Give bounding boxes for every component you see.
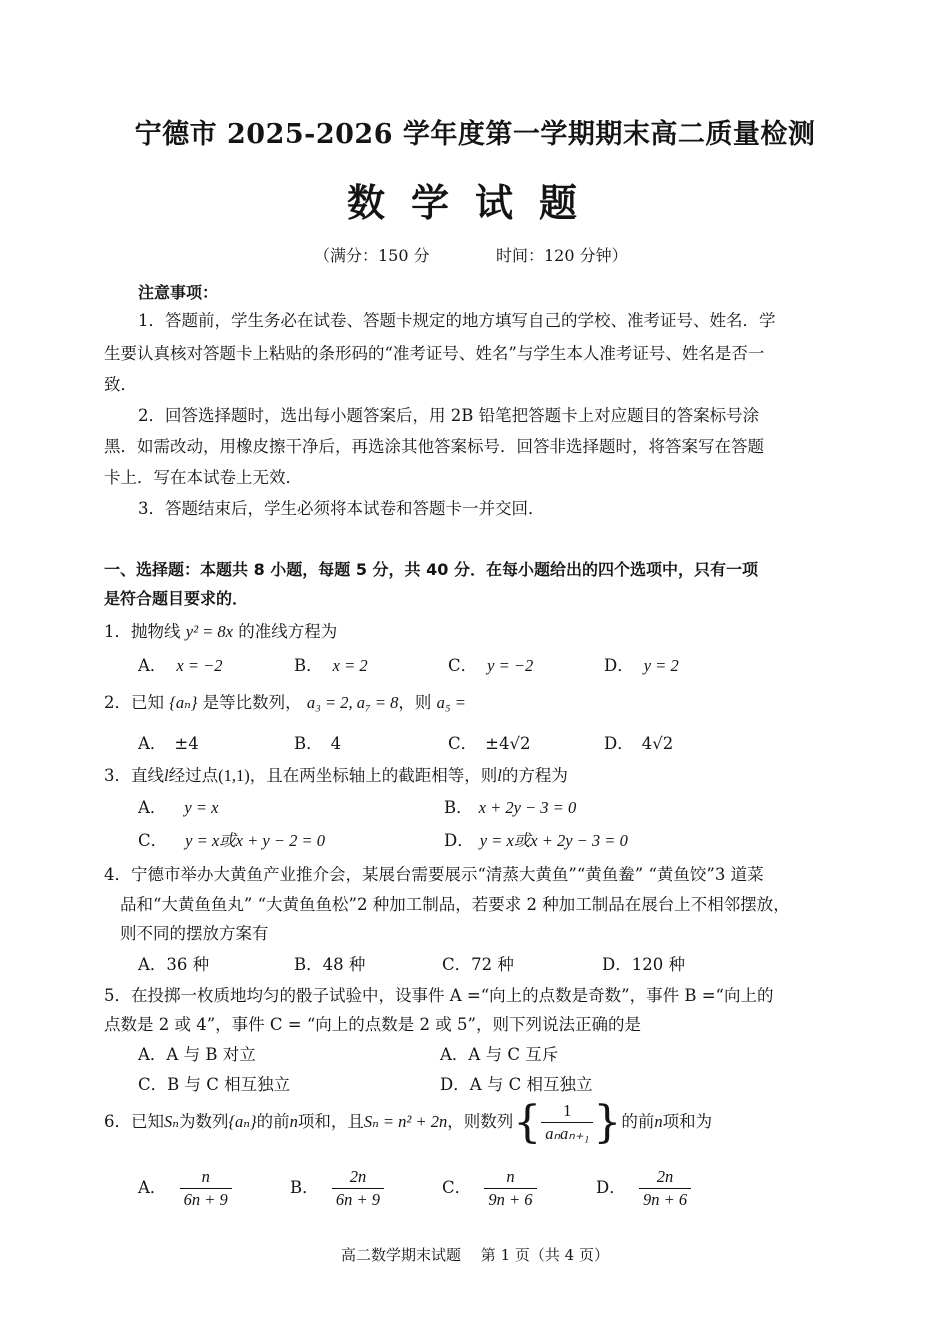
- q2-sequence: {aₙ}: [169, 693, 198, 712]
- q4-option-c: C．72 种: [442, 955, 514, 974]
- exam-time: 时间：120 分钟）: [496, 246, 628, 265]
- question-4-line-2: 品和“大黄鱼鱼丸” “大黄鱼鱼松”2 种加工制品，若要求 2 种加工制品在展台上不相邻摆放，: [120, 895, 790, 914]
- question-6: 6．已知Sₙ为数列{aₙ}的前n项和，且Sₙ = n² + 2n，则数列{ $\frac{1}{\text{aₙaₙ₊₁}}$ }的前n项和为: [104, 1096, 713, 1148]
- note-3-line-1: 3．答题结束后，学生必须将本试卷和答题卡一并交回．: [138, 499, 545, 518]
- q6-option-a: A． $\frac{n}{6n + 9}$: [138, 1166, 232, 1211]
- q4-option-d: D．120 种: [602, 955, 685, 974]
- q1-option-a: A． x = −2: [138, 656, 223, 675]
- q5-option-d: D．A 与 C 相互独立: [440, 1075, 593, 1094]
- note-2-line-3: 卡上．写在本试卷上无效．: [104, 468, 302, 487]
- left-brace: {: [513, 1096, 542, 1148]
- q1-option-b: B． x = 2: [294, 656, 368, 675]
- note-1-line-2: 生要认真核对答题卡上粘贴的条形码的“准考证号、姓名”与学生本人准考证号、姓名是否一: [104, 344, 765, 363]
- question-5-line-2: 点数是 2 或 4”，事件 C = “向上的点数是 2 或 5”，则下列说法正确的是: [104, 1015, 641, 1034]
- note-2-line-2: 黑．如需改动，用橡皮擦干净后，再选涂其他答案标号．回答非选择题时，将答案写在答题: [104, 437, 764, 456]
- q2-option-a: A． ±4: [138, 734, 199, 753]
- full-score: （满分：150 分: [314, 246, 430, 265]
- right-brace: }: [593, 1096, 622, 1148]
- q6-fraction: $\frac{1}{\text{aₙaₙ₊₁}}$: [541, 1100, 593, 1145]
- question-4-line-1: 4．宁德市举办大黄鱼产业推介会，某展台需要展示“清蒸大黄鱼”“黄鱼鲞” “黄鱼饺”3 道菜: [104, 865, 764, 884]
- question-1: [104, 618, 337, 642]
- page-footer: 高二数学期末试题 第 1 页（共 4 页）: [341, 1246, 609, 1264]
- q5-option-c: C．B 与 C 相互独立: [138, 1075, 291, 1094]
- q3-option-d: D． y = x或x + 2y − 3 = 0: [444, 831, 628, 850]
- q4-option-a: A．36 种: [138, 955, 210, 974]
- question-5-line-1: 5．在投掷一枚质地均匀的骰子试验中，设事件 A =“向上的点数是奇数”，事件 B =“向上的: [104, 986, 774, 1005]
- q5-option-a: A．A 与 B 对立: [138, 1045, 256, 1064]
- q3-option-b: B． x + 2y − 3 = 0: [444, 798, 577, 817]
- q6-option-d: D． $\frac{2n}{9n + 6}$: [596, 1166, 691, 1211]
- note-1-line-1: 1．答题前，学生务必在试卷、答题卡规定的地方填写自己的学校、准考证号、姓名．学: [138, 311, 776, 330]
- q1-suffix: 的准线方程为: [238, 622, 338, 641]
- question-2: 2．已知 {aₙ} 是等比数列， a₃ = 2, a₇ = 8，则 a₅ =: [104, 693, 466, 712]
- q3-option-a: A． y = x: [138, 798, 219, 817]
- note-2-line-1: 2．回答选择题时，选出每小题答案后，用 2B 铅笔把答题卡上对应题目的答案标号涂: [138, 406, 760, 425]
- notes-heading: 注意事项：: [138, 283, 219, 302]
- exam-title: 宁德市 2025-2026 学年度第一学期期末高二质量检测: [134, 119, 816, 150]
- note-1-line-3: 致．: [104, 375, 137, 394]
- q2-option-b: B． 4: [294, 734, 342, 753]
- question-4-line-3: 则不同的摆放方案有: [120, 924, 269, 943]
- q4-option-b: B．48 种: [294, 955, 366, 974]
- q1-prefix: 1．抛物线: [104, 622, 181, 641]
- q6-option-c: C． $\frac{n}{9n + 6}$: [442, 1166, 537, 1211]
- q2-ask: a₅ =: [436, 693, 466, 712]
- section-1-heading-line-1: 一、选择题：本题共 8 小题，每题 5 分，共 40 分．在每小题给出的四个选项中，只有一项: [104, 560, 758, 579]
- q5-option-b: A．A 与 C 互斥: [440, 1045, 559, 1064]
- q6-option-b: B． $\frac{2n}{6n + 9}$: [290, 1166, 384, 1211]
- subject-title: 数学试题: [346, 180, 603, 225]
- q2-option-d: D． 4√2: [604, 734, 674, 753]
- q3-option-c: C． y = x或x + y − 2 = 0: [138, 831, 325, 850]
- q2-option-c: C． ±4√2: [448, 734, 531, 753]
- section-1-heading-line-2: 是符合题目要求的．: [104, 589, 249, 608]
- question-3: 3．直线l经过点(1,1)，且在两坐标轴上的截距相等，则l的方程为: [104, 766, 568, 785]
- q2-condition: a₃ = 2, a₇ = 8: [306, 693, 399, 712]
- q1-option-d: D． y = 2: [604, 656, 679, 675]
- q1-option-c: C． y = −2: [448, 656, 534, 675]
- q1-expression: y² = 8x: [185, 622, 233, 641]
